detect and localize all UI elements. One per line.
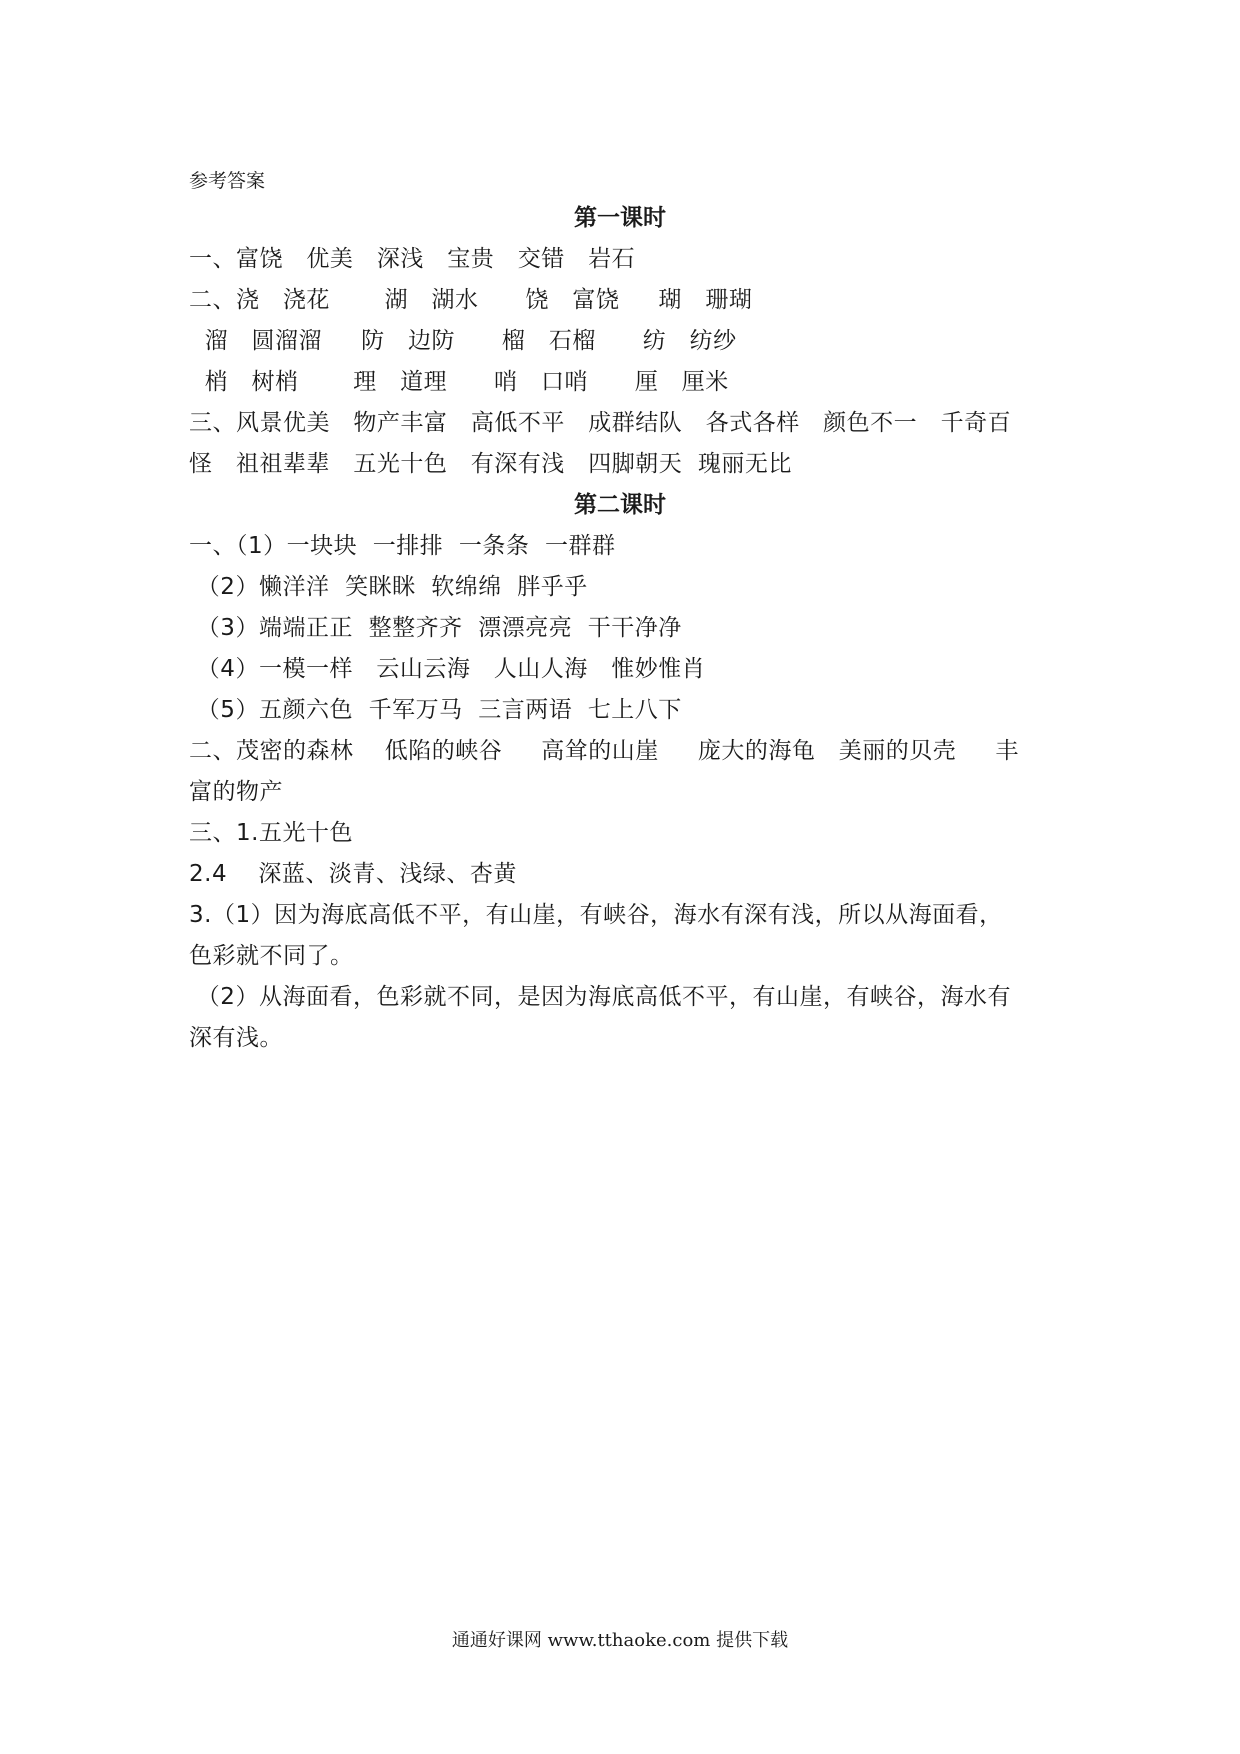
answer-line: 二、茂密的森林 低陷的峡谷 高耸的山崖 庞大的海龟 美丽的贝壳 丰 xyxy=(189,738,1019,764)
answer-header: 参考答案 xyxy=(189,170,266,192)
answer-line: （4）一模一样 云山云海 人山人海 惟妙惟肖 xyxy=(189,656,706,682)
answer-line: 2.4 深蓝、淡青、浅绿、杏黄 xyxy=(189,861,517,887)
answer-line: （2）从海面看，色彩就不同，是因为海底高低不平，有山崖，有峡谷，海水有 xyxy=(189,984,1011,1010)
answer-line: （3）端端正正 整整齐齐 漂漂亮亮 干干净净 xyxy=(189,615,682,641)
answer-line: （5）五颜六色 千军万马 三言两语 七上八下 xyxy=(189,697,682,723)
answer-line: 3.（1）因为海底高低不平，有山崖，有峡谷，海水有深有浅，所以从海面看， xyxy=(189,902,1003,928)
answer-line: 梢 树梢 理 道理 哨 口哨 厘 厘米 xyxy=(189,369,729,395)
answer-line: 一、富饶 优美 深浅 宝贵 交错 岩石 xyxy=(189,246,636,272)
answer-line: 溜 圆溜溜 防 边防 榴 石榴 纺 纺纱 xyxy=(189,328,737,354)
section-title-lesson-2: 第二课时 xyxy=(574,492,666,518)
section-title-lesson-1: 第一课时 xyxy=(574,205,666,231)
answer-line: 富的物产 xyxy=(189,779,283,805)
answer-line: 深有浅。 xyxy=(189,1025,283,1051)
answer-line: 三、风景优美 物产丰富 高低不平 成群结队 各式各样 颜色不一 千奇百 xyxy=(189,410,1012,436)
footer-credit: 通通好课网 www.tthaoke.com 提供下载 xyxy=(451,1630,789,1651)
answer-line: 色彩就不同了。 xyxy=(189,943,354,969)
answer-line: （2）懒洋洋 笑眯眯 软绵绵 胖乎乎 xyxy=(189,574,588,600)
answer-line: 一、（1）一块块 一排排 一条条 一群群 xyxy=(189,533,616,559)
answer-line: 二、浇 浇花 湖 湖水 饶 富饶 瑚 珊瑚 xyxy=(189,287,753,313)
answer-line: 三、1.五光十色 xyxy=(189,820,353,846)
answer-line: 怪 祖祖辈辈 五光十色 有深有浅 四脚朝天 瑰丽无比 xyxy=(189,451,792,477)
